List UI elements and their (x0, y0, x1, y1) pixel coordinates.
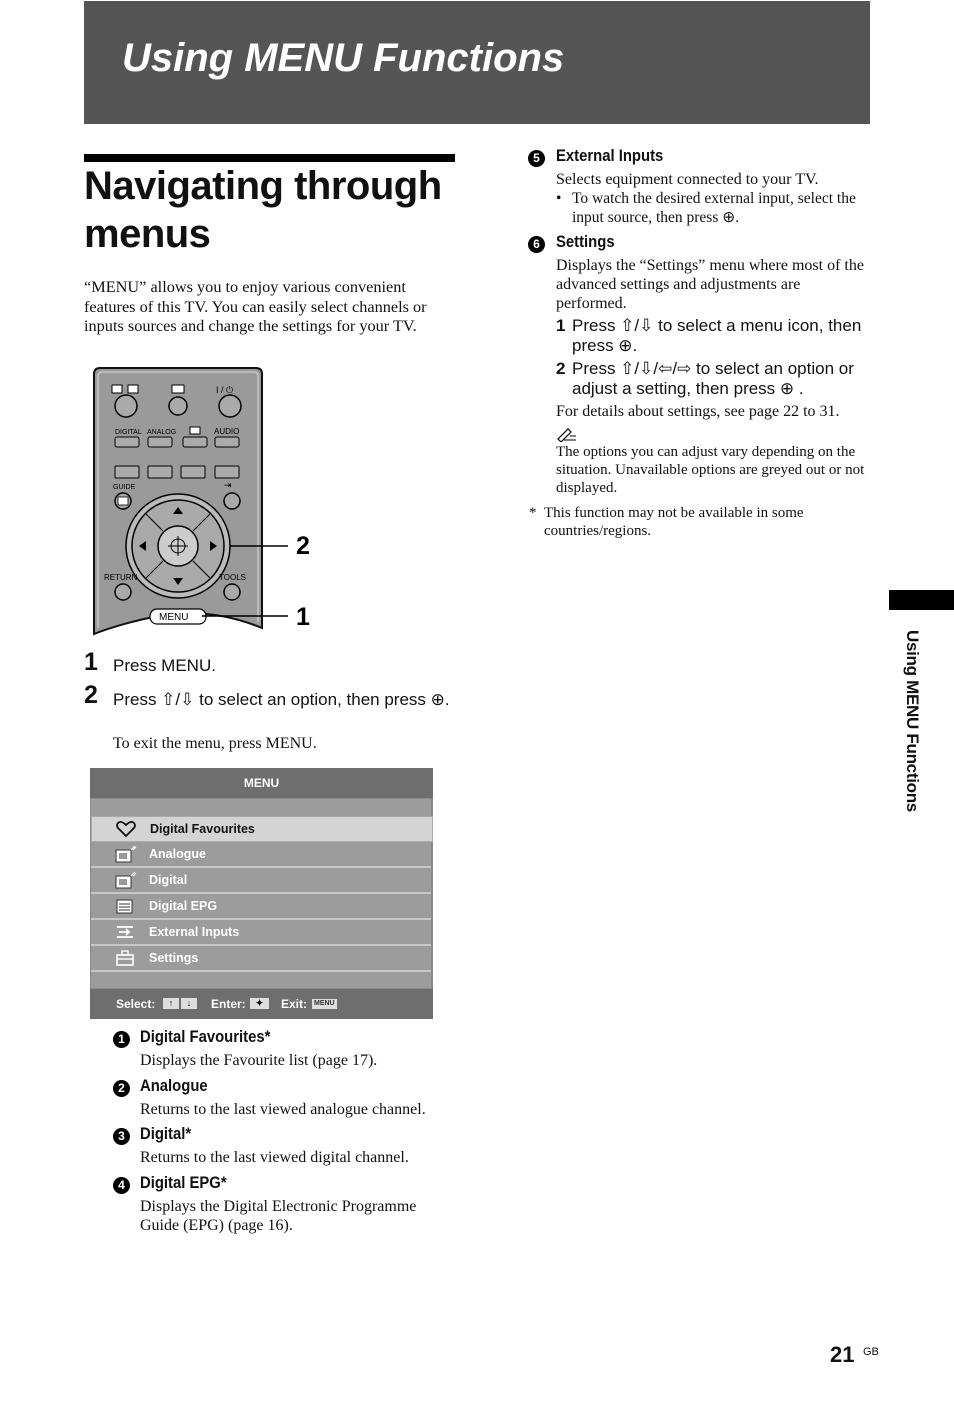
settings-note: The options you can adjust vary depending on the situation. Unavailable options are greyed out or not displayed. (556, 444, 865, 496)
intro-paragraph: “MENU” allows you to enjoy various convenient features of this TV. You can easily select channels or inputs sources and change the settings for your TV. (84, 277, 427, 336)
input-icon (115, 923, 135, 941)
item-number-1: 1 (113, 1031, 130, 1048)
menu-item-settings[interactable] (91, 946, 431, 972)
memo-pencil-icon (556, 426, 578, 442)
menu-item-label: Digital EPG (149, 899, 218, 913)
menu-item-analogue[interactable] (91, 842, 431, 868)
toolbox-icon (115, 949, 135, 967)
step-2-note: To exit the menu, press MENU. (113, 735, 317, 752)
def-title-digital-favourites: Digital Favourites* (140, 1028, 271, 1046)
footnote: This function may not be available in some countries/regions. (544, 505, 804, 539)
enter-key-icon: ✦ (250, 998, 269, 1009)
analog-label: ANALOG (147, 429, 177, 436)
item-number-6: 6 (528, 236, 545, 253)
menu-item-digital[interactable] (91, 868, 431, 894)
side-tab-marker (889, 590, 954, 610)
settings-step-2-number: 2 (556, 359, 566, 378)
settings-details: For details about settings, see page 22 to 31. (556, 403, 840, 420)
footer-enter-label: Enter: (211, 997, 246, 1011)
item-number-4: 4 (113, 1177, 130, 1194)
menu-item-digital-favourites[interactable] (91, 816, 433, 842)
section-title: Navigating through menus (84, 164, 442, 256)
bullet-external-inputs: To watch the desired external input, select the input source, then press ⊕. (572, 190, 856, 226)
heart-icon (116, 820, 136, 838)
footer-exit-label: Exit: (281, 997, 308, 1011)
return-label: RETURN (104, 573, 138, 582)
step-2-text: Press ⇧/⇩ to select an option, then press ⊕. (113, 690, 450, 709)
item-number-2: 2 (113, 1080, 130, 1097)
side-tab-label: Using MENU Functions (903, 630, 922, 812)
item-number-3: 3 (113, 1128, 130, 1145)
menu-item-label: Digital Favourites (150, 822, 255, 836)
def-title-analogue: Analogue (140, 1077, 208, 1095)
down-arrow-icon: ↓ (181, 998, 197, 1009)
power-label: I / ⏻ (216, 385, 234, 395)
settings-step-2-text: Press ⇧/⇩/⇦/⇨ to select an option or adjust a setting, then press ⊕ . (572, 359, 854, 398)
page-number: 21 (830, 1342, 855, 1367)
menu-item-label: Settings (149, 951, 199, 965)
section-rule (84, 154, 455, 162)
menu-item-digital-epg[interactable] (91, 894, 431, 920)
guide-label: GUIDE (113, 484, 136, 491)
callout-1: 1 (296, 603, 310, 631)
menu-item-external-inputs[interactable] (91, 920, 431, 946)
menu-key-icon: MENU (314, 1000, 335, 1007)
settings-step-1-text: Press ⇧/⇩ to select a menu icon, then press ⊕. (572, 316, 862, 355)
item-number-5: 5 (528, 150, 545, 167)
page-language-code: GB (863, 1346, 879, 1358)
help-icon (128, 385, 138, 393)
step-2-number: 2 (84, 681, 98, 709)
def-title-external-inputs: External Inputs (556, 147, 664, 165)
svg-text:⇥: ⇥ (224, 480, 232, 490)
def-text-settings: Displays the “Settings” menu where most of the advanced settings and adjustments are performed. (556, 257, 864, 312)
screen-icon (172, 385, 184, 393)
footer-select-label: Select: (116, 997, 156, 1011)
menu-item-label: External Inputs (149, 925, 240, 939)
def-title-settings: Settings (556, 233, 615, 251)
analogue-tv-icon (115, 845, 137, 863)
remote-control-illustration (84, 364, 324, 646)
step-1-text: Press MENU. (113, 656, 216, 675)
tools-label: TOOLS (219, 573, 246, 582)
menu-screen (90, 768, 433, 1019)
bullet-mark: • (556, 190, 562, 207)
menu-screen-footer (90, 989, 433, 1019)
def-text-external-inputs: Selects equipment connected to your TV. (556, 171, 819, 188)
footnote-star: * (529, 505, 537, 521)
digital-label: DIGITAL (115, 429, 142, 436)
digital-tv-icon (115, 871, 137, 889)
audio-label: AUDIO (214, 427, 240, 436)
def-title-digital: Digital* (140, 1125, 192, 1143)
def-text-digital-epg: Displays the Digital Electronic Programme Guide (EPG) (page 16). (140, 1198, 417, 1234)
menu-item-label: Analogue (149, 847, 206, 861)
up-arrow-icon: ↑ (163, 998, 179, 1009)
settings-step-1-number: 1 (556, 316, 566, 335)
menu-item-label: Digital (149, 873, 188, 887)
def-text-analogue: Returns to the last viewed analogue channel. (140, 1101, 426, 1118)
menu-screen-title: MENU (90, 768, 433, 798)
def-text-digital: Returns to the last viewed digital channel. (140, 1149, 409, 1166)
step-1-number: 1 (84, 648, 98, 676)
menu-key-label: MENU (159, 612, 189, 623)
def-text-digital-favourites: Displays the Favourite list (page 17). (140, 1052, 378, 1069)
epg-list-icon (115, 897, 135, 915)
def-title-digital-epg: Digital EPG* (140, 1174, 227, 1192)
chapter-title: Using MENU Functions (122, 36, 565, 80)
callout-2: 2 (296, 532, 310, 560)
info-icon (112, 385, 122, 393)
